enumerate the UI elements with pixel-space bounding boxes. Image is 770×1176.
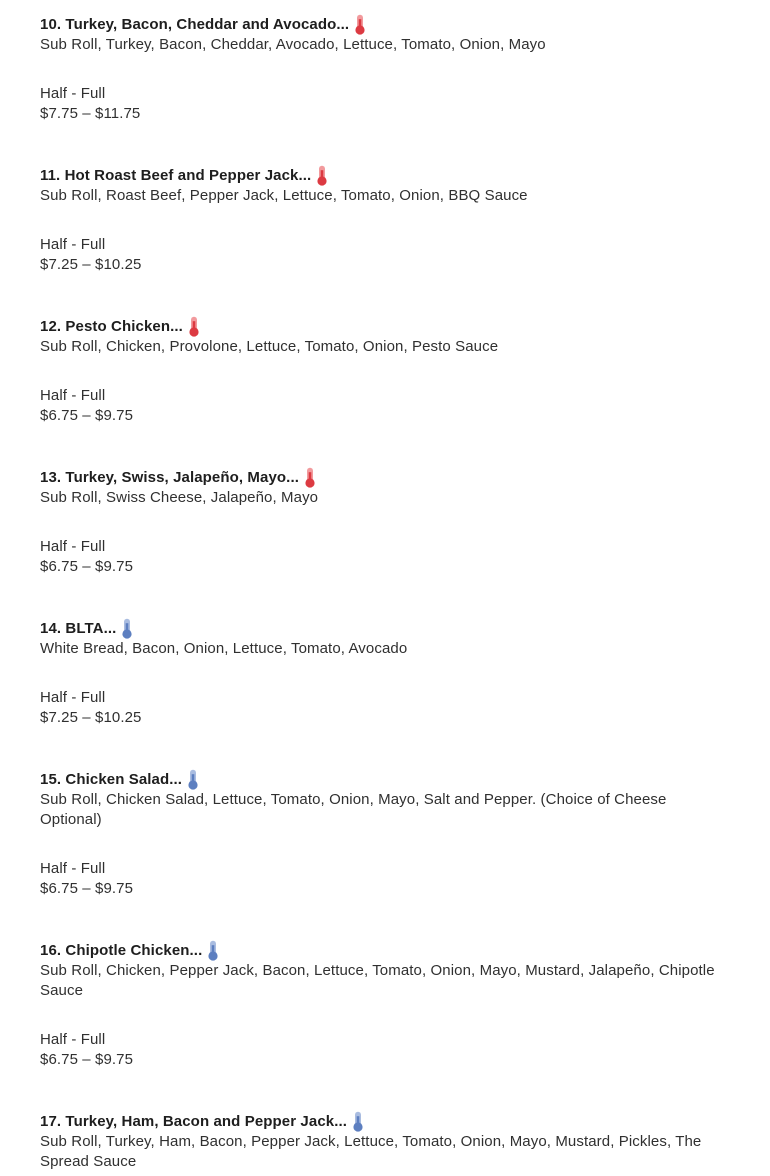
- menu-item-name: 17. Turkey, Ham, Bacon and Pepper Jack...: [40, 1113, 347, 1130]
- menu-item[interactable]: [40, 165, 730, 275]
- menu-item-size-label: Half - Full: [40, 860, 106, 877]
- thermometer-cold-icon: [207, 940, 219, 961]
- menu-item-description: White Bread, Bacon, Onion, Lettuce, Tomato, Avocado: [40, 640, 408, 657]
- thermometer-cold-icon: [187, 769, 199, 790]
- menu-item-name: 16. Chipotle Chicken...: [40, 942, 203, 959]
- menu-item-title: [40, 14, 730, 35]
- menu-item-pricing: [40, 1030, 730, 1070]
- menu-item-title: [40, 940, 730, 961]
- thermometer-cold-icon: [352, 1111, 364, 1132]
- thermometer-hot-icon: [304, 467, 316, 488]
- menu-item-price: $7.25 – $10.25: [40, 709, 142, 726]
- menu-item-size-label: Half - Full: [40, 85, 106, 102]
- menu-item-title: [40, 618, 730, 639]
- menu-item-description: Sub Roll, Chicken, Pepper Jack, Bacon, Lettuce, Tomato, Onion, Mayo, Mustard, Jalapeño, Chipotle Sauce: [40, 962, 715, 999]
- menu-item-size-label: Half - Full: [40, 1031, 106, 1048]
- menu-item-pricing: [40, 688, 730, 728]
- menu-item-description: Sub Roll, Roast Beef, Pepper Jack, Lettuce, Tomato, Onion, BBQ Sauce: [40, 187, 528, 204]
- menu-item-pricing: [40, 537, 730, 577]
- menu-list: [40, 14, 730, 1172]
- menu-item-title: [40, 165, 730, 186]
- menu-item-size-label: Half - Full: [40, 538, 106, 555]
- menu-item-size-label: Half - Full: [40, 689, 106, 706]
- menu-item[interactable]: [40, 618, 730, 728]
- thermometer-hot-icon: [316, 165, 328, 186]
- menu-item[interactable]: [40, 316, 730, 426]
- menu-item-title: [40, 467, 730, 488]
- menu-item-price: $6.75 – $9.75: [40, 1051, 134, 1068]
- menu-item-description: Sub Roll, Chicken, Provolone, Lettuce, Tomato, Onion, Pesto Sauce: [40, 338, 499, 355]
- menu-item-name: 11. Hot Roast Beef and Pepper Jack...: [40, 167, 312, 184]
- menu-item-pricing: [40, 859, 730, 899]
- menu-item-price: $6.75 – $9.75: [40, 558, 134, 575]
- menu-item-description: Sub Roll, Turkey, Bacon, Cheddar, Avocado, Lettuce, Tomato, Onion, Mayo: [40, 36, 546, 53]
- thermometer-hot-icon: [354, 14, 366, 35]
- menu-item-pricing: [40, 386, 730, 426]
- menu-item-title: [40, 1111, 730, 1132]
- menu-item-price: $7.75 – $11.75: [40, 105, 141, 122]
- menu-item-price: $6.75 – $9.75: [40, 407, 134, 424]
- menu-item-name: 13. Turkey, Swiss, Jalapeño, Mayo...: [40, 469, 299, 486]
- menu-item-description: Sub Roll, Swiss Cheese, Jalapeño, Mayo: [40, 489, 319, 506]
- menu-item-name: 10. Turkey, Bacon, Cheddar and Avocado...: [40, 16, 350, 33]
- menu-item[interactable]: [40, 940, 730, 1070]
- menu-item-pricing: [40, 235, 730, 275]
- menu-item-name: 12. Pesto Chicken...: [40, 318, 183, 335]
- menu-item-name: 15. Chicken Salad...: [40, 771, 183, 788]
- menu-item-name: 14. BLTA...: [40, 620, 117, 637]
- thermometer-cold-icon: [121, 618, 133, 639]
- menu-item-price: $6.75 – $9.75: [40, 880, 134, 897]
- menu-item-size-label: Half - Full: [40, 236, 106, 253]
- menu-item-size-label: Half - Full: [40, 387, 106, 404]
- menu-item-description: Sub Roll, Turkey, Ham, Bacon, Pepper Jack, Lettuce, Tomato, Onion, Mayo, Mustard, Pickles, The Spread Sauce: [40, 1133, 702, 1170]
- menu-item[interactable]: [40, 467, 730, 577]
- menu-item[interactable]: [40, 1111, 730, 1172]
- menu-item-price: $7.25 – $10.25: [40, 256, 142, 273]
- menu-item-description: Sub Roll, Chicken Salad, Lettuce, Tomato, Onion, Mayo, Salt and Pepper. (Choice of Cheese Optional): [40, 791, 667, 828]
- menu-item[interactable]: [40, 14, 730, 124]
- thermometer-hot-icon: [188, 316, 200, 337]
- menu-item-pricing: [40, 84, 730, 124]
- menu-item-title: [40, 316, 730, 337]
- menu-item[interactable]: [40, 769, 730, 899]
- menu-item-title: [40, 769, 730, 790]
